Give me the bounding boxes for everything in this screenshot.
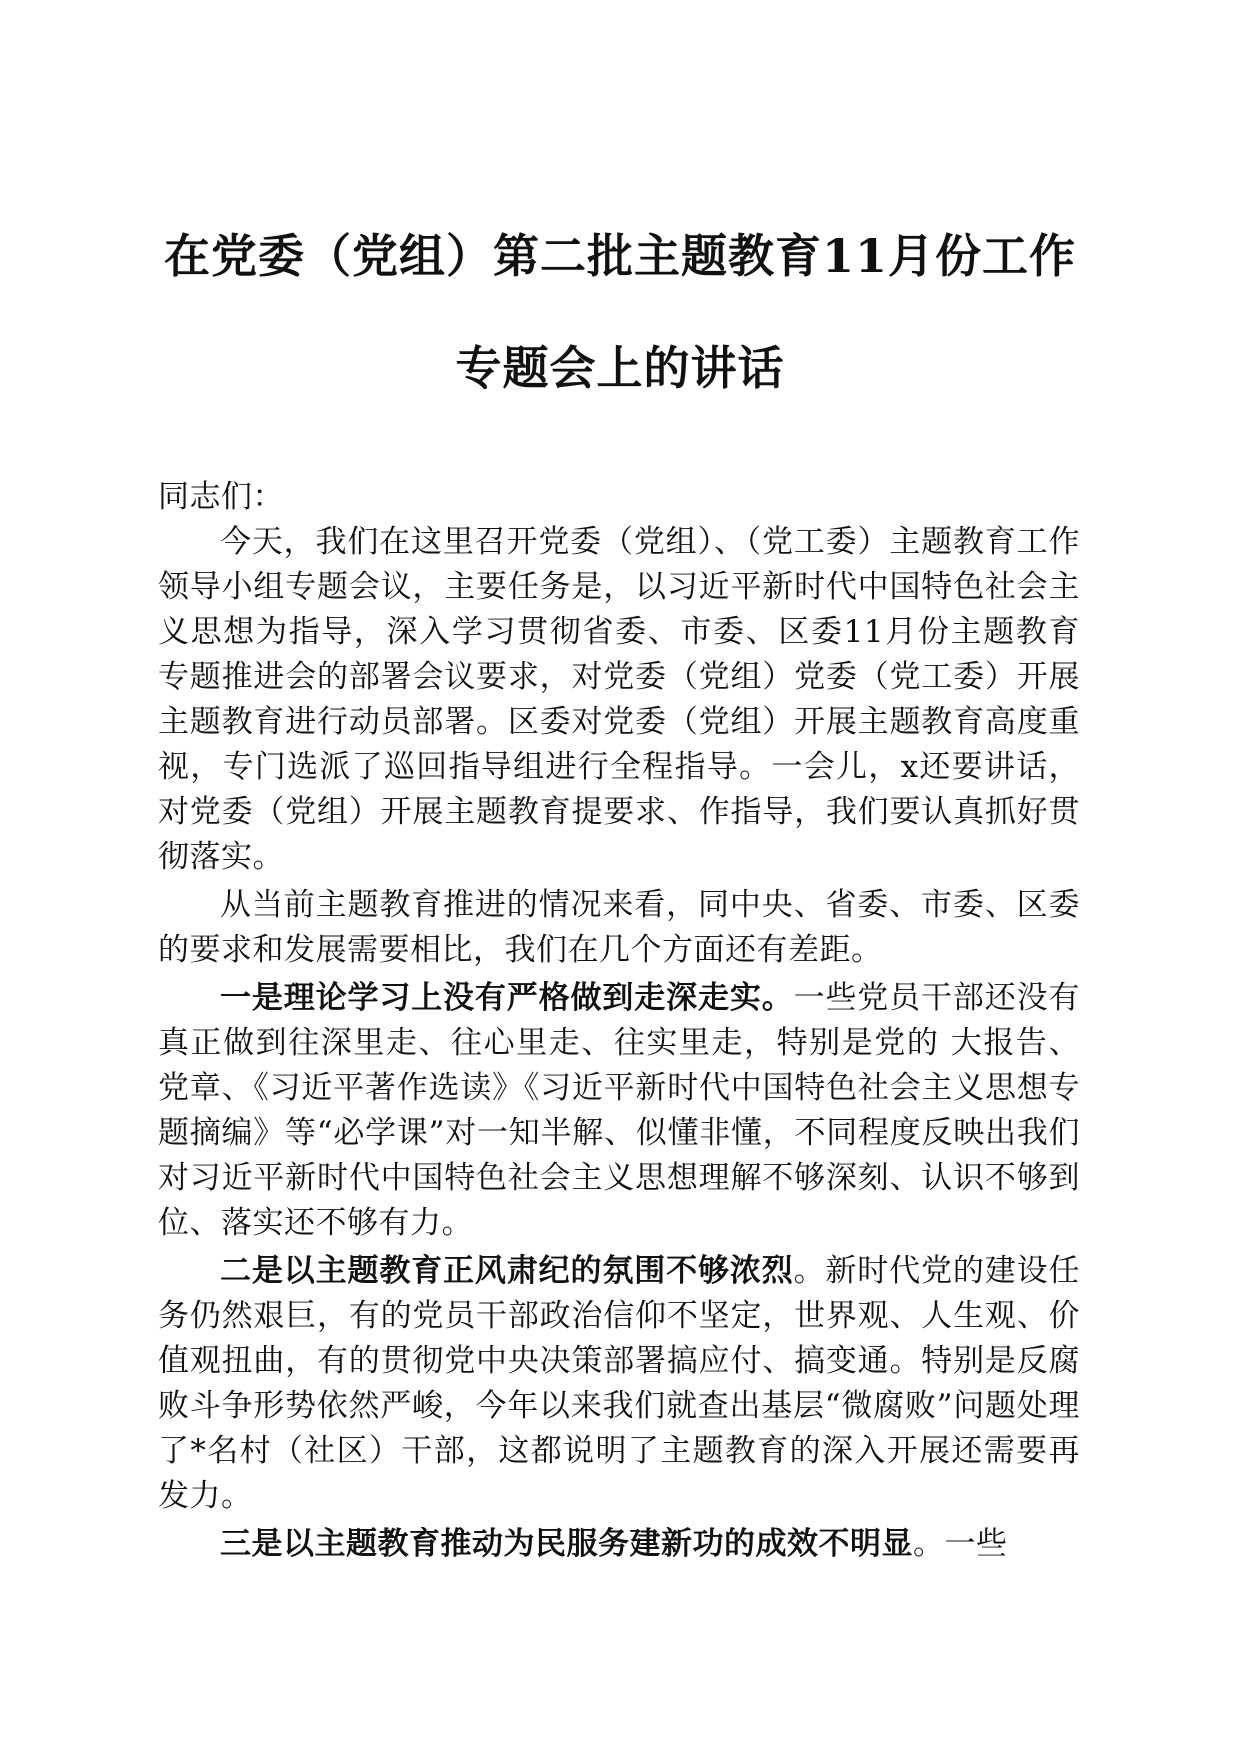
paragraph-point-3 bbox=[158, 1522, 1080, 1567]
greeting: 同志们： bbox=[158, 479, 284, 515]
document-title-line-2: 专题会上的讲话 bbox=[455, 341, 785, 395]
paragraph-text: 一些党员干部还没有真正做到往深里走、往心里走、往实里走，特别是党的 大报告、党章、《习近平著作选读》《习近平新时代中国特色社会主义思想专题摘编》等“必学课”对一知半解、似懂非懂，不同程度反映出我们对习近平新时代中国特色社会主义思想理解不够深刻、认识不够到位、落实还不够有力。 bbox=[158, 980, 1081, 1241]
paragraph-text: 今天，我们在这里召开党委（党组）、（党工委）主题教育工作领导小组专题会议，主要任务是，以习近平新时代中国特色社会主义思想为指导，深入学习贯彻省委、市委、区委11月份主题教育专题推进会的部署会议要求，对党委（党组）党委（党工委）开展主题教育进行动员部署。区委对党委（党组）开展主题教育高度重视，专门选派了巡回指导组进行全程指导。一会儿，x还要讲话，对党委（党组）开展主题教育提要求、作指导，我们要认真抓好贯彻落实。 bbox=[158, 524, 1080, 875]
document-title-line-1: 在党委（党组）第二批主题教育11月份工作 bbox=[163, 229, 1076, 283]
paragraph-gap-overview bbox=[158, 883, 1080, 973]
paragraph-opening bbox=[158, 520, 1080, 880]
paragraph-lead: 三是以主题教育推动为民服务建新功的成效不明显 bbox=[220, 1526, 913, 1562]
paragraph-point-2 bbox=[158, 1249, 1080, 1519]
document-body bbox=[158, 475, 1080, 1567]
paragraph-text: 从当前主题教育推进的情况来看，同中央、省委、市委、区委的要求和发展需要相比，我们在几个方面还有差距。 bbox=[158, 887, 1080, 968]
paragraph-text: 。一些 bbox=[913, 1526, 1008, 1562]
paragraph-lead: 二是以主题教育正风肃纪的氛围不够浓烈 bbox=[220, 1253, 794, 1289]
paragraph-text: 。新时代党的建设任务仍然艰巨，有的党员干部政治信仰不坚定，世界观、人生观、价值观扭曲，有的贯彻党中央决策部署搞应付、搞变通。特别是反腐败斗争形势依然严峻，今年以来我们就查出基层“微腐败”问题处理了*名村（社区）干部，这都说明了主题教育的深入开展还需要再发力。 bbox=[158, 1253, 1081, 1514]
paragraph-point-1 bbox=[158, 976, 1080, 1246]
paragraph-lead: 一是理论学习上没有严格做到走深走实。 bbox=[220, 980, 794, 1016]
